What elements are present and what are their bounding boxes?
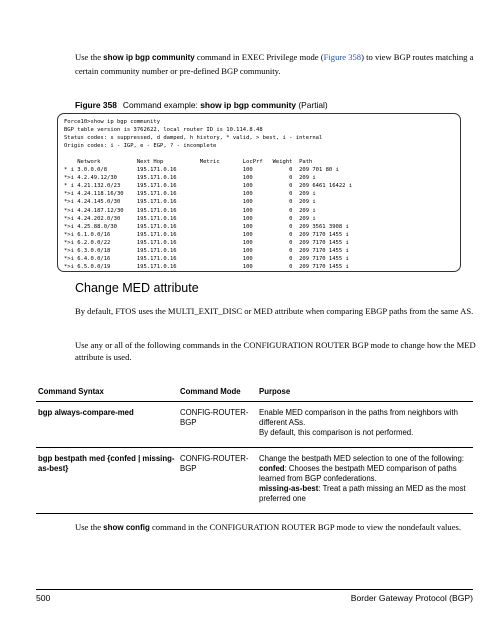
header-purpose: Purpose — [257, 384, 473, 402]
cli-line: Force10>show ip bgp community — [64, 119, 161, 125]
mode-cell: CONFIG-ROUTER-BGP — [178, 402, 257, 448]
intro-command: show ip bgp community — [103, 53, 195, 62]
cli-line: Network Next Hop Metric LocPrf Weight Path — [64, 159, 313, 166]
option-confed — [259, 464, 473, 484]
figure-caption — [75, 100, 328, 110]
cli-line: *>i 6.5.0.0/19 195.171.0.16 100 0 209 7170 1455 i — [64, 263, 349, 270]
command-syntax: bgp always-compare-med — [38, 408, 134, 417]
table-row — [36, 447, 473, 513]
cli-line: *>i 4.24.118.16/30 195.171.0.16 100 0 209 i — [64, 191, 316, 198]
command-table — [36, 384, 473, 514]
command-syntax: bgp bestpath med {confed | missing-as-best} — [38, 453, 175, 473]
cli-line: *>i 6.4.0.0/16 195.171.0.16 100 0 209 7170 1455 i — [64, 255, 349, 262]
cli-line: *>i 4.24.145.0/30 195.171.0.16 100 0 209 i — [64, 199, 316, 206]
caption-command: show ip bgp community — [200, 100, 297, 110]
cli-line: *>i 6.2.0.0/22 195.171.0.16 100 0 209 7170 1455 i — [64, 239, 349, 246]
cli-line: BGP table version is 3762622, local router ID is 10.114.8.48 — [64, 127, 263, 134]
intro-paragraph — [75, 51, 475, 77]
purpose-cell — [257, 402, 473, 448]
cli-line: *>i 6.1.0.0/16 195.171.0.16 100 0 209 7170 1455 i — [64, 231, 349, 238]
table-row — [36, 402, 473, 448]
option-missing-as-best — [259, 484, 473, 504]
cli-line: *>i 4.24.202.0/30 195.171.0.16 100 0 209 i — [64, 215, 316, 222]
purpose-text: Change the bestpath MED selection to one of the following: — [259, 453, 465, 463]
intro-text-middle: command in EXEC Privilege mode ( — [194, 52, 324, 62]
header-command-syntax: Command Syntax — [36, 384, 178, 402]
syntax-cell — [36, 447, 178, 513]
caption-suffix: (Partial) — [296, 100, 328, 110]
cli-line: *>i 4.2.49.12/30 195.171.0.16 100 0 209 i — [64, 175, 316, 182]
mode-cell: CONFIG-ROUTER-BGP — [178, 447, 257, 513]
cli-line: Origin codes: i - IGP, e - EGP, ? - incomplete — [64, 143, 217, 150]
option-name: missing-as-best — [259, 484, 319, 494]
cli-line: *>i 4.25.88.0/30 195.171.0.16 100 0 209 3561 3908 i — [64, 223, 349, 230]
para-text-suffix: command in the CONFIGURATION ROUTER BGP mode to view the nondefault values. — [149, 522, 462, 532]
figure-link[interactable]: Figure 358 — [323, 52, 362, 62]
cli-line — [64, 150, 454, 158]
para-text: Use the — [75, 522, 104, 532]
figure-number: Figure 358 — [75, 100, 117, 110]
caption-text: Command example: — [122, 100, 201, 110]
page-number: 500 — [36, 593, 51, 603]
show-config-paragraph — [75, 521, 477, 535]
section-heading: Change MED attribute — [75, 281, 199, 295]
cli-line: Status codes: s suppressed, d damped, h history, * valid, > best, i - internal — [64, 135, 323, 142]
show-config-command: show config — [103, 523, 150, 532]
intro-text-suffix: ) to view BGP routes matching a certain community number or pre-defined BGP community. — [75, 52, 474, 76]
cli-line: *>i 4.24.187.12/30 195.171.0.16 100 0 209 i — [64, 207, 316, 214]
cli-line: *>i 6.3.0.0/18 195.171.0.16 100 0 209 7170 1455 i — [64, 247, 349, 254]
option-name: confed — [259, 463, 285, 473]
cli-output-box — [57, 113, 461, 272]
footer-rule — [36, 589, 473, 590]
cli-line: * i 4.21.132.0/23 195.171.0.16 100 0 209 6461 16422 i — [64, 183, 353, 190]
purpose-cell — [257, 447, 473, 513]
table-header-row — [36, 384, 473, 402]
header-command-mode: Command Mode — [178, 384, 257, 402]
footer-section-title: Border Gateway Protocol (BGP) — [350, 593, 473, 603]
cli-line — [64, 271, 454, 272]
intro-text: Use the — [75, 52, 104, 62]
option-description: : Chooses the bestpath MED comparison of paths learned from BGP confederations. — [259, 463, 457, 484]
purpose-default-text: By default, this comparison is not performed. — [259, 428, 414, 438]
syntax-cell — [36, 402, 178, 448]
med-default-paragraph: By default, FTOS uses the MULTI_EXIT_DISC or MED attribute when comparing EBGP paths from the same AS. — [75, 306, 474, 316]
cli-line: * i 3.0.0.0/8 195.171.0.16 100 0 209 701 80 i — [64, 167, 339, 174]
option-description: : Treat a path missing an MED as the most preferred one — [259, 484, 466, 504]
med-usage-paragraph: Use any or all of the following commands in the CONFIGURATION ROUTER BGP mode to change how the MED attribute is used. — [75, 340, 476, 362]
purpose-text: Enable MED comparison in the paths from neighbors with different ASs. — [259, 408, 458, 428]
